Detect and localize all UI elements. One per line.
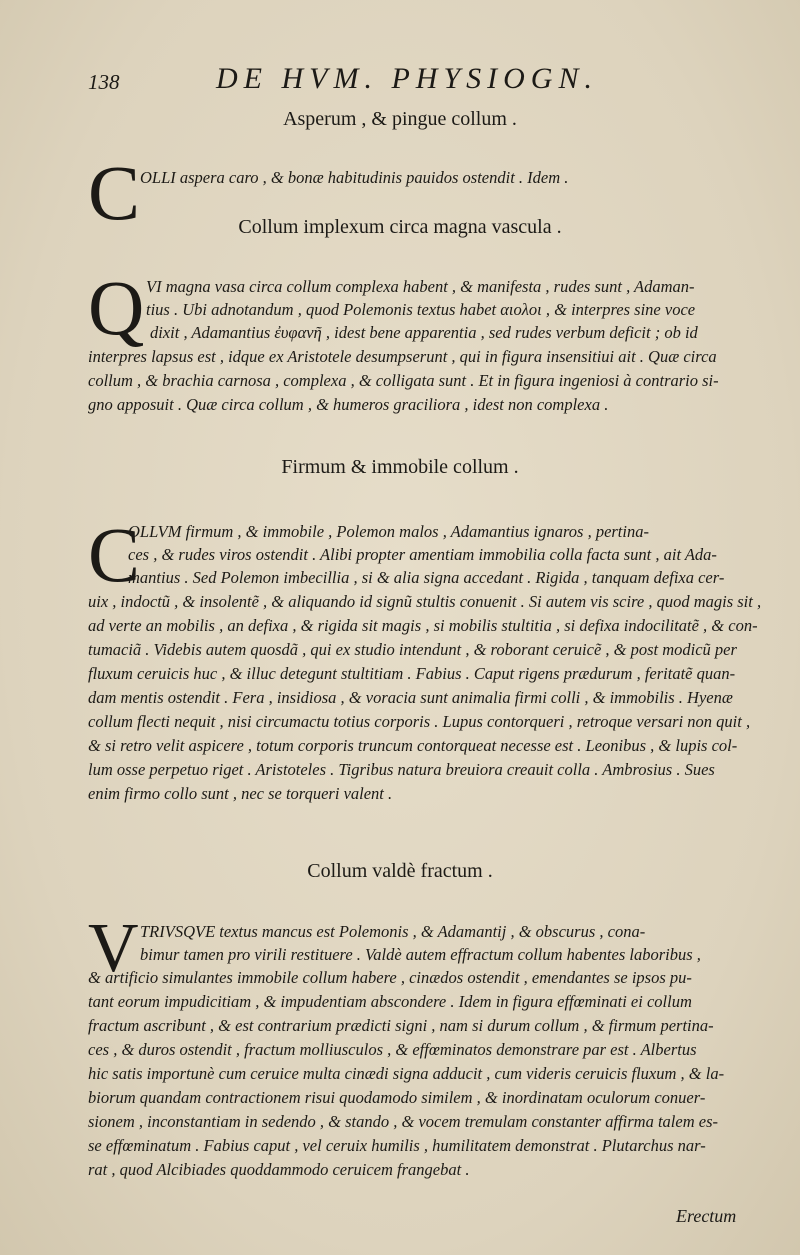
text-line: & artificio simulantes immobile collum habere , cinædos ostendit , emendantes se ipsos pu- (88, 968, 692, 987)
running-head: DE HVM. PHYSIOGN. (216, 62, 598, 95)
text-line: fractum ascribunt , & est contrarium prædicti signi , nam si durum collum , & firmum pertina- (88, 1016, 714, 1035)
text-line: OLLI aspera caro , & bonæ habitudinis pauidos ostendit . Idem . (140, 168, 569, 187)
text-line: collum , & brachia carnosa , complexa , & colligata sunt . Et in figura ingeniosi à contrario si- (88, 371, 719, 390)
section-paragraph (88, 264, 768, 425)
text-line: tius . Ubi adnotandum , quod Polemonis textus habet αιολοι , & interpres sine voce (146, 300, 696, 319)
section-paragraph (88, 910, 768, 1200)
text-line: fluxum ceruicis huc , & illuc detegunt stultitiam . Fabius . Caput rigens prædurum , feritatẽ quan- (88, 664, 736, 683)
text-line: dixit , Adamantius ἐυφανῆ , idest bene apparentia , sed rudes verbum deficit ; ob id (150, 323, 698, 342)
text-line: ces , & duros ostendit , fractum molliusculos , & effœminatos demonstrare par est . Albertus (88, 1040, 697, 1059)
text-line: lum osse perpetuo riget . Aristoteles . Tigribus natura breuiora creauit colla . Ambrosius . Sues (88, 760, 715, 779)
text-line: enim firmo collo sunt , nec se torqueri valent . (88, 784, 393, 803)
section-heading: Firmum & immobile collum . (281, 456, 519, 478)
page-header (88, 62, 688, 102)
text-line: dam mentis ostendit . Fera , insidiosa , & voracia sunt animalia firmi colli , & immobilis . Hyenæ (88, 688, 733, 707)
text-line: biorum quandam contractionem risui quodamodo similem , & inordinatam oculorum conuer- (88, 1088, 706, 1107)
text-line: tant eorum impudicitiam , & impudentiam abscondere . Idem in figura effœminati ei collum (88, 992, 692, 1011)
text-line: TRIVSQVE textus mancus est Polemonis , & Adamantij , & obscurus , cona- (140, 922, 646, 941)
text-line: OLLVM firmum , & immobile , Polemon malos , Adamantius ignaros , pertina- (128, 522, 649, 541)
drop-cap: C (88, 511, 141, 598)
drop-cap: V (88, 910, 139, 987)
page-number: 138 (88, 70, 120, 94)
text-line: collum flecti nequit , nisi circumactu totius corporis . Lupus contorqueri , retroque versari non quit , (88, 712, 751, 731)
text-line: & si retro velit aspicere , totum corporis truncum contorqueat necesse est . Leonibus , & lupis col- (88, 736, 738, 755)
section-heading: Asperum , & pingue collum . (283, 108, 517, 130)
section-heading: Collum implexum circa magna vascula . (238, 216, 562, 238)
section-heading: Collum valdè fractum . (307, 860, 493, 882)
section-paragraph (88, 511, 768, 820)
text-line: tumaciã . Videbis autem quosdã , qui ex studio intendunt , & roborant ceruicẽ , & post modicũ per (88, 640, 737, 659)
text-line: uix , indoctũ , & insolentẽ , & aliquando id signũ stultis conuenit . Si autem vis scire , quod magis sit , (88, 592, 762, 611)
text-line: sionem , inconstantiam in sedendo , & stando , & vocem tremulam constanter affirma talem es- (88, 1112, 718, 1131)
drop-cap: Q (88, 264, 145, 351)
text-line: bimur tamen pro virili restituere . Valdè autem effractum collum habentes laboribus , (140, 945, 701, 964)
text-line: gno apposuit . Quæ circa collum , & humeros graciliora , idest non complexa . (88, 395, 609, 414)
text-line: hic satis importunè cum ceruice multa cinædi signa adducit , cum videris ceruicis fluxum , & la- (88, 1064, 725, 1083)
text-line: interpres lapsus est , idque ex Aristotele desumpserunt , qui in figura insensitiui ait . Quæ circa (88, 347, 717, 366)
catchword: Erectum (676, 1206, 737, 1226)
text-line: rat , quod Alcibiades quoddammodo ceruicem frangebat . (88, 1160, 470, 1179)
text-line: ad verte an mobilis , an defixa , & rigida sit magis , si mobilis stultitia , si defixa indocilitatẽ , & con- (88, 616, 758, 635)
text-line: se effœminatum . Fabius caput , vel ceruix humilis , humilitatem demonstrat . Plutarchus nar- (88, 1136, 706, 1155)
drop-cap: C (88, 149, 141, 236)
text-line: mantius . Sed Polemon imbecillia , si & alia signa accedant . Rigida , tanquam defixa cer- (128, 568, 725, 587)
text-line: ces , & rudes viros ostendit . Alibi propter amentiam immobilia colla facta sunt , ait Ada- (128, 545, 717, 564)
text-line: VI magna vasa circa collum complexa habent , & manifesta , rudes sunt , Adaman- (146, 277, 695, 296)
